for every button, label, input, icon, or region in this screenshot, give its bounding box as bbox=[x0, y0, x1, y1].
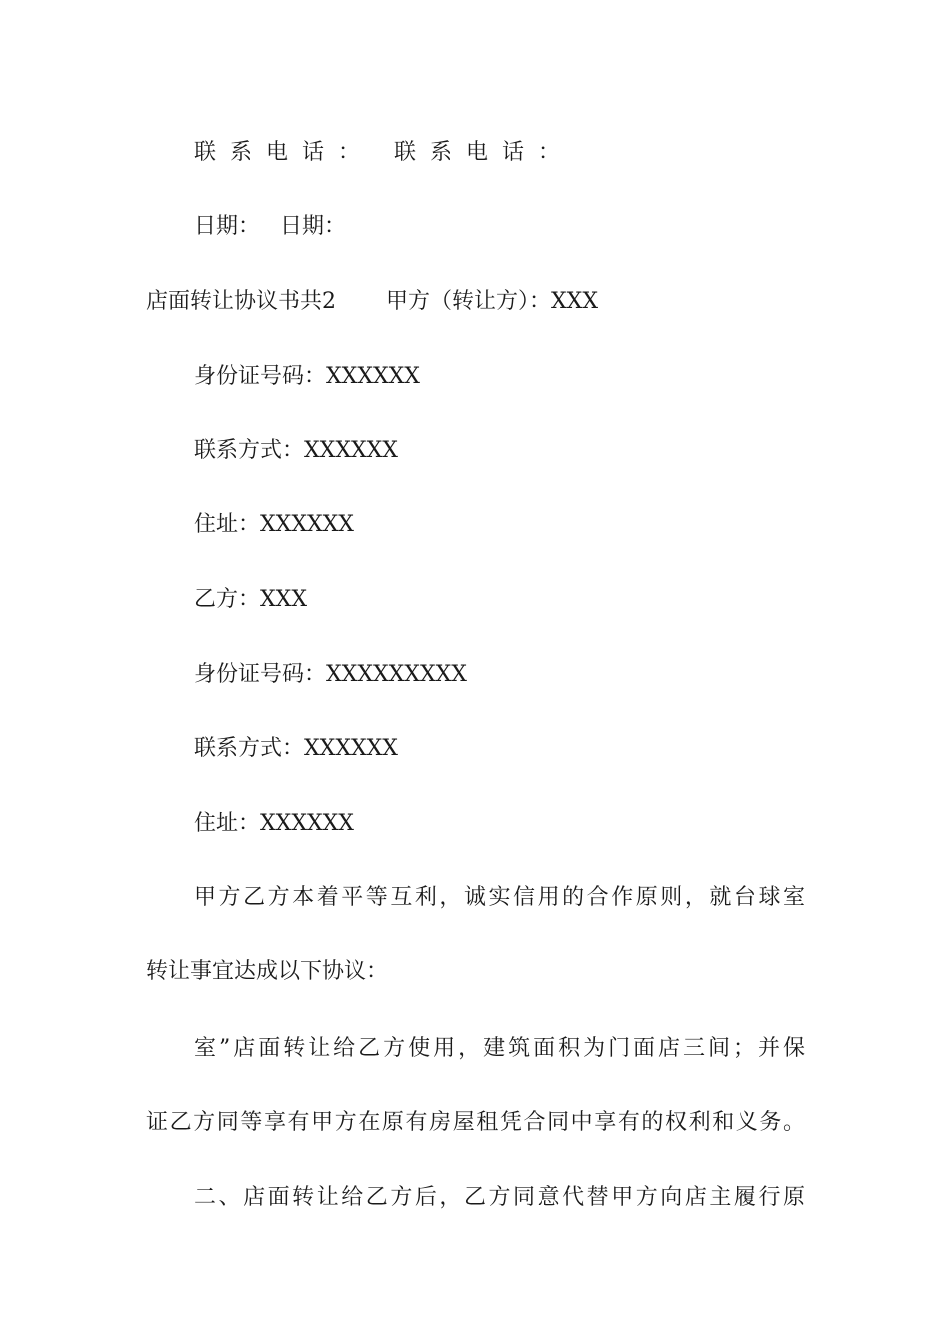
clause-one-line-1: 室”店面转让给乙方使用，建筑面积为门面店三间；并保 bbox=[194, 1036, 805, 1061]
party-b-contact: 联系方式：XXXXXX bbox=[194, 736, 398, 761]
party-a-id-number: 身份证号码：XXXXXX bbox=[194, 364, 420, 389]
party-a-contact: 联系方式：XXXXXX bbox=[194, 438, 398, 463]
party-b-address: 住址：XXXXXX bbox=[194, 811, 354, 836]
paragraph-preamble-line-2: 转让事宜达成以下协议： bbox=[146, 959, 389, 984]
party-b-phone-label: 联系电话： bbox=[394, 140, 575, 165]
party-b-id-number: 身份证号码：XXXXXXXXX bbox=[194, 662, 467, 687]
party-b-name: 乙方：XXX bbox=[194, 587, 307, 612]
clause-two-line-1: 二、店面转让给乙方后，乙方同意代替甲方向店主履行原 bbox=[194, 1185, 805, 1210]
paragraph-preamble-line-1: 甲方乙方本着平等互利，诚实信用的合作原则，就台球室 bbox=[194, 885, 805, 910]
party-a-phone-label: 联系电话： bbox=[194, 140, 375, 165]
party-a-transferor: 甲方（转让方）：XXX bbox=[386, 289, 598, 314]
party-b-date-label: 日期： bbox=[280, 214, 347, 239]
party-a-address: 住址：XXXXXX bbox=[194, 512, 354, 537]
party-a-date-label: 日期： bbox=[194, 214, 261, 239]
contact-phone-line bbox=[0, 138, 950, 168]
date-line bbox=[0, 212, 950, 242]
agreement-heading-line bbox=[0, 287, 950, 317]
clause-one-line-2: 证乙方同等享有甲方在原有房屋租凭合同中享有的权利和义务。 bbox=[146, 1110, 805, 1135]
agreement-title: 店面转让协议书共2 bbox=[146, 289, 336, 314]
